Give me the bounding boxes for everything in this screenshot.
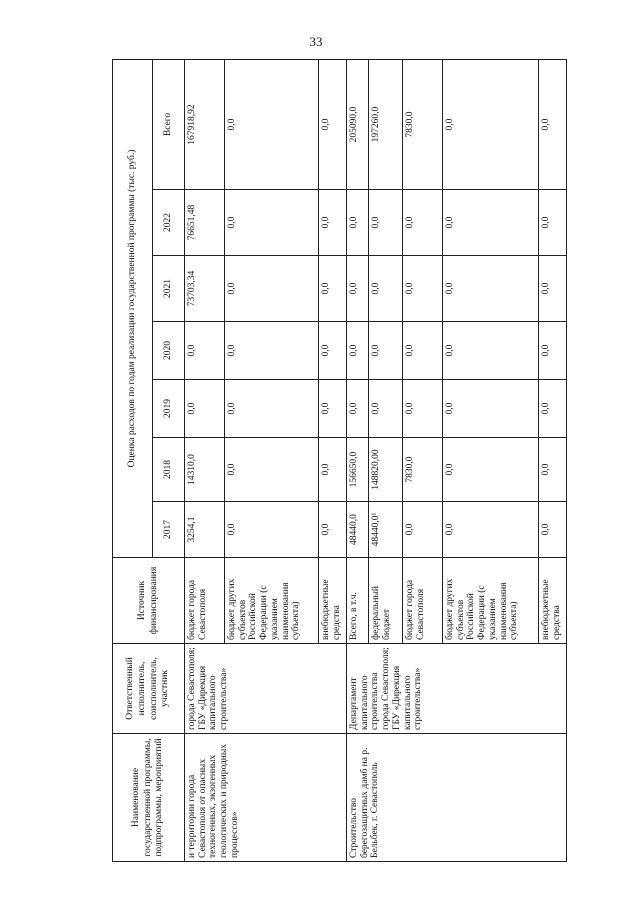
total-cell: 167918,92 xyxy=(185,59,225,189)
value-cell: 0,0 xyxy=(225,380,319,438)
value-cell: 14310,0 xyxy=(185,438,225,502)
value-cell: 0,0 xyxy=(443,256,539,322)
total-cell: 0,0 xyxy=(319,59,347,189)
header-estimate: Оценка расходов по годам реализации государственной программы (тыс. руб.) xyxy=(113,59,153,557)
value-cell: 0,0 xyxy=(403,190,443,256)
table-row xyxy=(347,59,369,861)
value-cell: 0,0 xyxy=(185,380,225,438)
budget-table xyxy=(112,59,567,862)
header-year: 2020 xyxy=(153,322,185,380)
funding-source: бюджет города Севастополя xyxy=(403,558,443,644)
total-cell: 0,0 xyxy=(225,59,319,189)
value-cell: 0,0 xyxy=(347,380,369,438)
value-cell: 0,0 xyxy=(369,322,403,380)
value-cell: 73703,34 xyxy=(185,256,225,322)
header-year: 2022 xyxy=(153,190,185,256)
value-cell: 148820,00 xyxy=(369,438,403,502)
responsible-party: города Севастополя; ГБУ «Дирекция капитального строительства» xyxy=(185,644,347,734)
header-year: 2019 xyxy=(153,380,185,438)
program-name: и территории города Севастополя от опасных техногенных, экзогенных геологических и природных процессов» xyxy=(185,734,347,862)
header-year: 2018 xyxy=(153,438,185,502)
value-cell: 0,0 xyxy=(319,322,347,380)
value-cell: 48440,0¹ xyxy=(369,502,403,558)
value-cell: 7830,0 xyxy=(403,438,443,502)
funding-source: внебюджетные средства xyxy=(319,558,347,644)
value-cell: 0,0 xyxy=(225,438,319,502)
value-cell: 0,0 xyxy=(225,322,319,380)
value-cell: 0,0 xyxy=(539,380,567,438)
total-cell: 205090,0 xyxy=(347,59,369,189)
total-cell: 0,0 xyxy=(539,59,567,189)
header-year: 2021 xyxy=(153,256,185,322)
value-cell: 0,0 xyxy=(319,380,347,438)
header-year: 2017 xyxy=(153,502,185,558)
rotated-table-frame xyxy=(112,60,562,862)
value-cell: 0,0 xyxy=(369,256,403,322)
value-cell: 0,0 xyxy=(185,322,225,380)
value-cell: 0,0 xyxy=(319,256,347,322)
funding-source: бюджет города Севастополя xyxy=(185,558,225,644)
value-cell: 3254,1 xyxy=(185,502,225,558)
value-cell: 0,0 xyxy=(539,502,567,558)
value-cell: 0,0 xyxy=(319,502,347,558)
program-name: Строительство берегозащитных дамб на р. Бельбек, г. Севастополь xyxy=(347,734,567,862)
value-cell: 0,0 xyxy=(539,322,567,380)
total-cell: 197260,0 xyxy=(369,59,403,189)
value-cell: 0,0 xyxy=(225,256,319,322)
value-cell: 0,0 xyxy=(443,438,539,502)
value-cell: 0,0 xyxy=(403,322,443,380)
value-cell: 0,0 xyxy=(319,190,347,256)
value-cell: 0,0 xyxy=(443,380,539,438)
value-cell: 48440,0 xyxy=(347,502,369,558)
table-row xyxy=(185,59,225,861)
value-cell: 0,0 xyxy=(347,190,369,256)
funding-source: Всего, в т.ч. xyxy=(347,558,369,644)
value-cell: 0,0 xyxy=(443,190,539,256)
responsible-party: Департамент капитального строительства города Севастополя; ГБУ «Дирекция капитального строительства» xyxy=(347,644,567,734)
value-cell: 0,0 xyxy=(539,256,567,322)
funding-source: внебюджетные средства xyxy=(539,558,567,644)
value-cell: 0,0 xyxy=(347,256,369,322)
value-cell: 76651,48 xyxy=(185,190,225,256)
value-cell: 0,0 xyxy=(539,438,567,502)
value-cell: 0,0 xyxy=(319,438,347,502)
value-cell: 0,0 xyxy=(539,190,567,256)
page-number: 33 xyxy=(309,34,323,49)
value-cell: 0,0 xyxy=(443,322,539,380)
value-cell: 0,0 xyxy=(369,190,403,256)
value-cell: 0,0 xyxy=(225,190,319,256)
header-total: Всего xyxy=(153,59,185,189)
rotated-table-content xyxy=(112,60,562,862)
value-cell: 0,0 xyxy=(403,502,443,558)
value-cell: 156650,0 xyxy=(347,438,369,502)
funding-source: бюджет других субъектов Российской Федерации (с указанием наименования субъекта) xyxy=(225,558,319,644)
total-cell: 7830,0 xyxy=(403,59,443,189)
funding-source: федеральный бюджет xyxy=(369,558,403,644)
value-cell: 0,0 xyxy=(347,322,369,380)
header-responsible: Ответственный исполнитель, соисполнитель, участник xyxy=(113,644,185,734)
header-name: Наименование государственной программы, подпрограммы, мероприятий xyxy=(113,734,185,862)
value-cell: 0,0 xyxy=(369,380,403,438)
value-cell: 0,0 xyxy=(443,502,539,558)
total-cell: 0,0 xyxy=(443,59,539,189)
funding-source: бюджет других субъектов Российской Федерации (с указанием наименования субъекта) xyxy=(443,558,539,644)
value-cell: 0,0 xyxy=(403,256,443,322)
value-cell: 0,0 xyxy=(225,502,319,558)
header-source: Источник финансирования xyxy=(113,558,185,644)
value-cell: 0,0 xyxy=(403,380,443,438)
